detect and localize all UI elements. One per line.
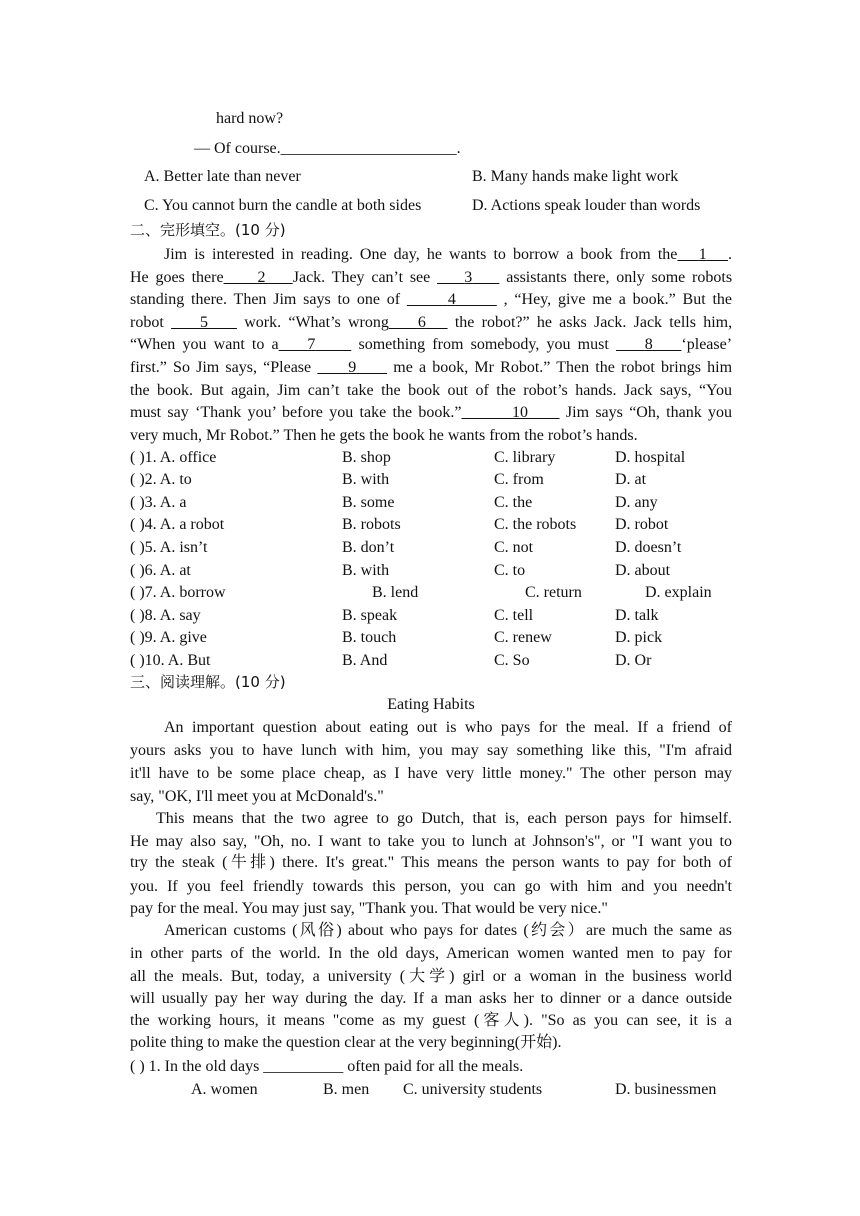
passage-line: you. If you feel friendly towards this person, you can go with him and you needn't — [130, 878, 732, 895]
question-option-a: ( )6. A. at — [130, 562, 191, 579]
question-option-c: C. library — [494, 449, 556, 466]
question-option-b: B. with — [342, 471, 390, 488]
question-option-b: B. shop — [342, 449, 391, 466]
question-option-b: B. speak — [342, 607, 398, 624]
blank-number: 9 — [348, 359, 357, 376]
question-option-d: D. robot — [615, 516, 669, 533]
question-option-d: D. hospital — [615, 449, 686, 466]
passage-line: say, "OK, I'll meet you at McDonald's." — [130, 788, 384, 805]
question-option-a: ( )10. A. But — [130, 652, 211, 669]
question-option-a: ( )3. A. a — [130, 494, 187, 511]
section-heading: 三、阅读理解。(10 分) — [130, 673, 286, 691]
blank-number: 6 — [417, 314, 426, 331]
question-option-b: B. touch — [342, 629, 397, 646]
blank-number: 1 — [698, 246, 707, 263]
blank-number: 3 — [464, 269, 473, 286]
question-option-b: B. And — [342, 652, 388, 669]
question-option-b: B. lend — [372, 584, 419, 601]
question-option-b: B. some — [342, 494, 395, 511]
passage-line: try the steak (牛排) there. It's great." This means the person wants to pay for both of — [130, 854, 732, 871]
blank-number: 10 — [511, 404, 528, 421]
question-option-a: ( )9. A. give — [130, 629, 207, 646]
question-option-a: ( )2. A. to — [130, 471, 192, 488]
question-option-d: D. pick — [615, 629, 663, 646]
passage-line: pay for the meal. You may just say, "Thank you. That would be very nice." — [130, 900, 608, 917]
passage-line: Jim is interested in reading. One day, he wants to borrow a book from the 1 . — [164, 246, 733, 263]
section-heading: 二、完形填空。(10 分) — [130, 221, 286, 239]
option-d: D. Actions speak louder than words — [472, 197, 701, 214]
question-option-c: C. to — [494, 562, 526, 579]
question-option-c: C. renew — [494, 629, 552, 646]
passage-line: all the meals. But, today, a university (大学) girl or a woman in the business world — [130, 968, 732, 985]
question-option-b: B. robots — [342, 516, 401, 533]
question-option-a: ( )4. A. a robot — [130, 516, 225, 533]
blank-number: 5 — [200, 314, 208, 331]
reading-option-b: B. men — [323, 1081, 370, 1098]
question-option-b: B. don’t — [342, 539, 395, 556]
blank-number: 2 — [257, 269, 266, 286]
passage-line: polite thing to make the question clear at the very beginning(开始). — [130, 1034, 562, 1051]
passage-line: in other parts of the world. In the old days, American women wanted men to pay for — [130, 945, 732, 962]
question-option-b: B. with — [342, 562, 390, 579]
passage-line: must say ‘Thank you’ before you take the book.” 10 Jim says “Oh, thank you — [130, 404, 733, 421]
passage-line: yours asks you to have lunch with him, you may say something like this, "I'm afraid — [130, 742, 732, 759]
option-b: B. Many hands make light work — [472, 168, 679, 185]
question-option-c: C. from — [494, 471, 544, 488]
passage-line: the working hours, it means "come as my guest (客人). "So as you can see, it is a — [130, 1012, 732, 1029]
blank-number: 4 — [447, 291, 456, 308]
question-continuation: hard now? — [216, 110, 284, 127]
question-option-a: ( )7. A. borrow — [130, 584, 226, 601]
passage-line: very much, Mr Robot.” Then he gets the book he wants from the robot’s hands. — [130, 427, 638, 444]
passage-line: “When you want to a 7 something from somebody, you must 8 ‘please’ — [130, 336, 733, 353]
blank-number: 8 — [644, 336, 653, 353]
question-option-d: D. any — [615, 494, 658, 511]
question-option-d: D. doesn’t — [615, 539, 682, 556]
reading-option-c: C. university students — [403, 1081, 543, 1098]
question-option-d: D. Or — [615, 652, 652, 669]
question-option-a: ( )8. A. say — [130, 607, 201, 624]
passage-line: An important question about eating out is who pays for the meal. If a friend of — [164, 719, 732, 736]
passage-line: standing there. Then Jim says to one of 4 , “Hey, give me a book.” But the — [130, 291, 733, 308]
question-option-d: D. talk — [615, 607, 659, 624]
passage-line: This means that the two agree to go Dutch, that is, each person pays for himself. — [156, 810, 732, 827]
passage-line: He goes there 2 Jack. They can’t see 3 assistants there, only some robots — [130, 269, 733, 286]
option-a: A. Better late than never — [144, 168, 301, 185]
question-option-d: D. about — [615, 562, 671, 579]
passage-title: Eating Habits — [387, 696, 475, 713]
question-option-c: C. return — [525, 584, 582, 601]
answer-line: — Of course.______________________. — [194, 140, 461, 157]
question-option-d: D. at — [615, 471, 647, 488]
blank-number: 7 — [307, 336, 316, 353]
passage-line: first.” So Jim says, “Please 9 me a book, Mr Robot.” Then the robot brings him — [130, 359, 733, 376]
passage-line: it'll have to be some place cheap, as I have very little money." The other person may — [130, 765, 732, 782]
question-option-a: ( )5. A. isn’t — [130, 539, 208, 556]
reading-option-d: D. businessmen — [615, 1081, 717, 1098]
question-option-c: C. the robots — [494, 516, 577, 533]
passage-line: robot 5 work. “What’s wrong 6 the robot?” he asks Jack. Jack tells him, — [130, 314, 733, 331]
reading-option-a: A. women — [191, 1081, 258, 1098]
question-option-c: C. the — [494, 494, 533, 511]
reading-question: ( ) 1. In the old days __________ often paid for all the meals. — [130, 1058, 524, 1075]
question-option-c: C. So — [494, 652, 530, 669]
question-option-a: ( )1. A. office — [130, 449, 217, 466]
passage-line: American customs (风俗) about who pays for dates (约会）are much the same as — [164, 922, 732, 939]
passage-line: He may also say, "Oh, no. I want to take you to lunch at Johnson's", or "I want you to — [130, 833, 732, 850]
question-option-c: C. tell — [494, 607, 534, 624]
option-c: C. You cannot burn the candle at both sides — [144, 197, 422, 214]
passage-line: the book. But again, Jim can’t take the book out of the robot’s hands. Jack says, “You — [130, 382, 732, 399]
question-option-c: C. not — [494, 539, 534, 556]
question-option-d: D. explain — [645, 584, 712, 601]
passage-line: will usually pay her way during the day. If a man asks her to dinner or a dance outside — [130, 990, 732, 1007]
